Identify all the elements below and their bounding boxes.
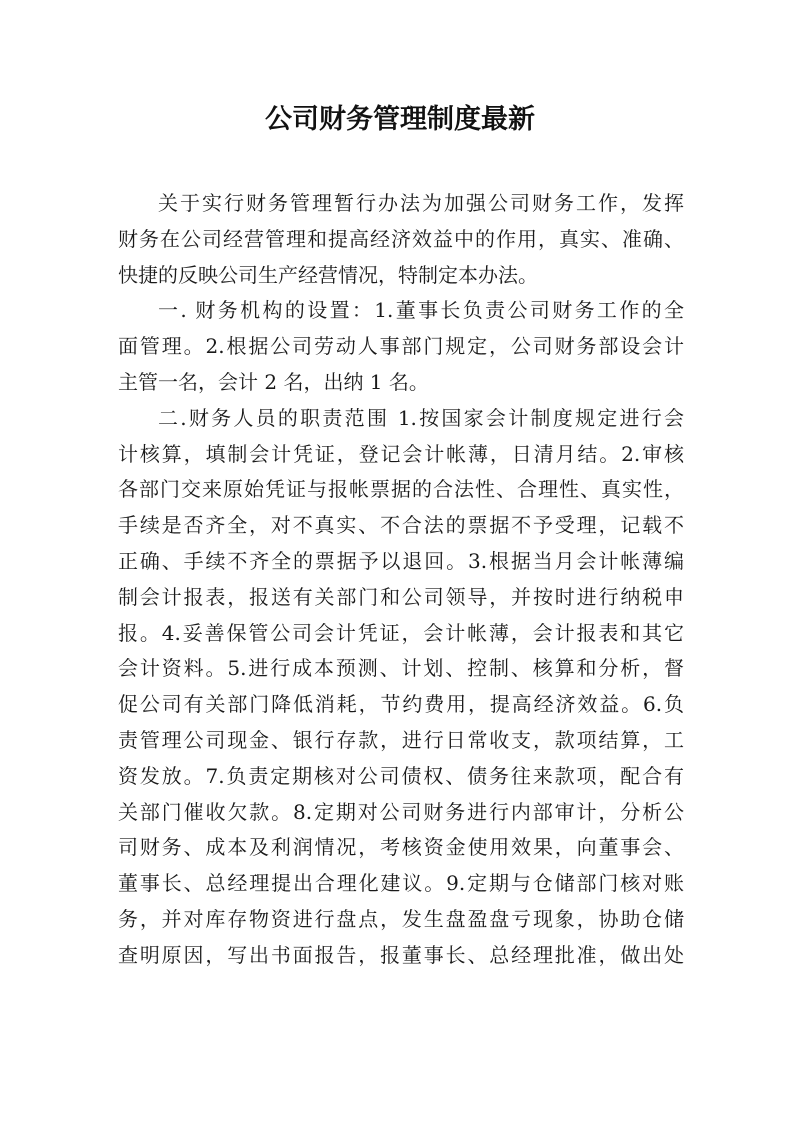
text-line: 手续是否齐全，对不真实、不合法的票据不予受理，记载不 — [118, 513, 684, 538]
text-line: 会计资料。5.进行成本预测、计划、控制、核算和分析，督 — [118, 656, 684, 681]
text-line: 报。4.妥善保管公司会计凭证，会计帐薄，会计报表和其它 — [118, 620, 684, 645]
text-line: 计核算，填制会计凭证，登记会计帐薄，日清月结。2.审核 — [118, 441, 684, 466]
text-line: 责管理公司现金、银行存款，进行日常收支，款项结算，工 — [118, 727, 684, 752]
text-line: 快捷的反映公司生产经营情况，特制定本办法。 — [118, 262, 538, 287]
document-title: 公司财务管理制度最新 — [265, 104, 535, 135]
text-line: 制会计报表，报送有关部门和公司领导，并按时进行纳税申 — [118, 584, 684, 609]
text-line: 关部门催收欠款。8.定期对公司财务进行内部审计，分析公 — [118, 799, 684, 824]
text-line: 司财务、成本及利润情况，考核资金使用效果，向董事会、 — [118, 835, 684, 860]
text-line: 各部门交来原始凭证与报帐票据的合法性、合理性、真实性， — [118, 477, 684, 502]
text-line: 查明原因，写出书面报告，报董事长、总经理批准，做出处 — [118, 942, 684, 967]
text-line: 董事长、总经理提出合理化建议。9.定期与仓储部门核对账 — [118, 871, 684, 896]
text-line: 面管理。2.根据公司劳动人事部门规定，公司财务部设会计 — [118, 334, 684, 359]
paragraph-intro — [118, 186, 684, 293]
text-line: 财务在公司经营管理和提高经济效益中的作用，真实、准确、 — [118, 226, 684, 251]
paragraph-section-2 — [118, 401, 684, 974]
text-line: 二.财务人员的职责范围 1.按国家会计制度规定进行会 — [158, 405, 684, 430]
document-body — [118, 186, 684, 974]
text-line: 务，并对库存物资进行盘点，发生盘盈盘亏现象，协助仓储 — [118, 906, 684, 931]
text-line: 资发放。7.负责定期核对公司债权、债务往来款项，配合有 — [118, 763, 684, 788]
text-line: 关于实行财务管理暂行办法为加强公司财务工作，发挥 — [158, 191, 684, 215]
text-line: 促公司有关部门降低消耗，节约费用，提高经济效益。6.负 — [118, 692, 684, 717]
text-line: 主管一名，会计 2 名，出纳 1 名。 — [118, 369, 429, 394]
text-line: 正确、手续不齐全的票据予以退回。3.根据当月会计帐薄编 — [118, 548, 684, 573]
paragraph-section-1 — [118, 293, 684, 400]
text-line: 一. 财务机构的设置：1.董事长负责公司财务工作的全 — [158, 298, 684, 323]
